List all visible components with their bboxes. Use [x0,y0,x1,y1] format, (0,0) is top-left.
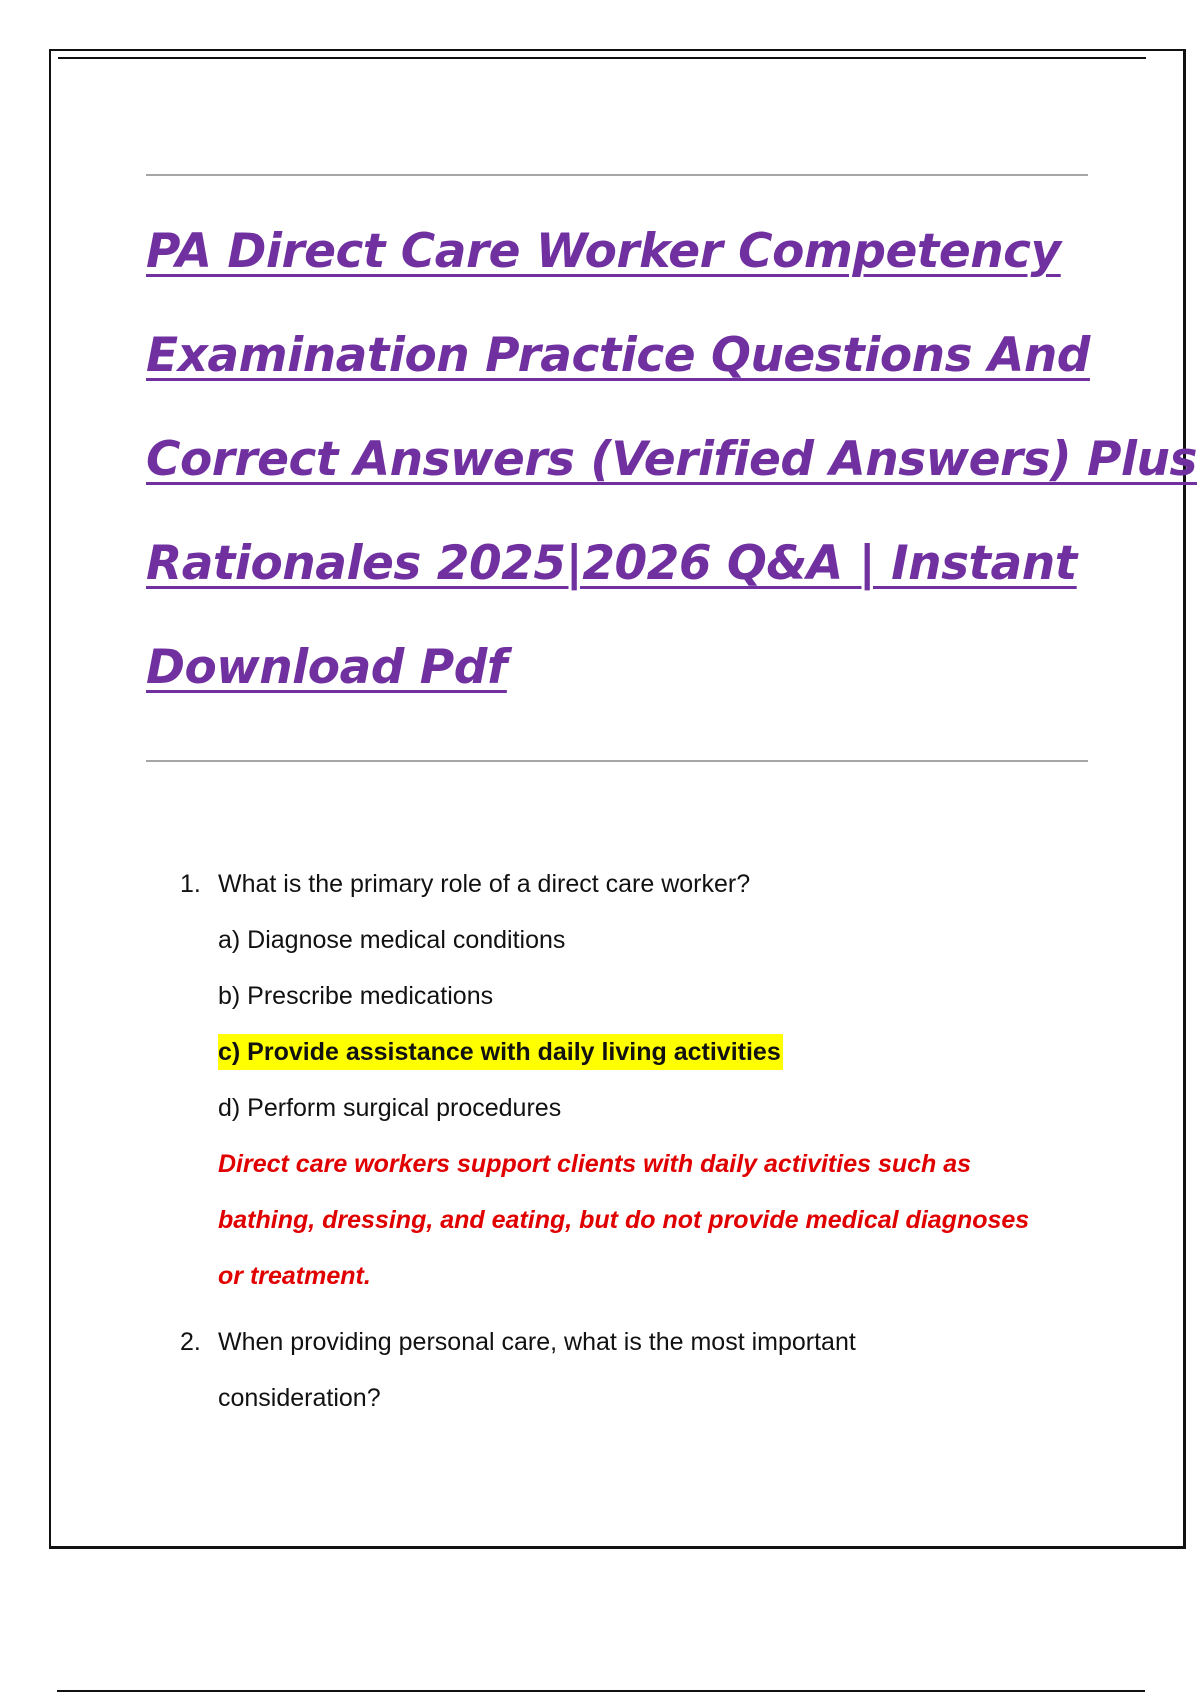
title-line: Correct Answers (Verified Answers) Plus [146,432,1197,487]
question-1 [180,856,1100,912]
title-top-rule [146,174,1088,176]
frame-top-rule [58,57,1146,59]
question-text: What is the primary role of a direct care worker? [218,870,751,898]
option-d [180,1080,1100,1136]
rationale-text: or treatment. [218,1262,371,1290]
option-c-correct [180,1024,1100,1080]
question-text: consideration? [218,1384,381,1412]
option-text: b) Prescribe medications [218,982,494,1010]
document-title [146,200,1197,720]
rationale-text: Direct care workers support clients with daily activities such as [218,1150,972,1178]
rationale-line [180,1136,1100,1192]
title-line: PA Direct Care Worker Competency [146,224,1061,279]
correct-answer-highlight: c) Provide assistance with daily living activities [218,1034,783,1070]
next-page-rule [57,1690,1145,1692]
title-line: Download Pdf [146,640,507,695]
option-text: d) Perform surgical procedures [218,1094,562,1122]
option-a [180,912,1100,968]
question-2-continued [180,1370,1100,1426]
rationale-line [180,1248,1100,1304]
question-number: 2. [180,1328,201,1356]
rationale-line [180,1192,1100,1248]
option-text: a) Diagnose medical conditions [218,926,566,954]
question-list [180,856,1100,1426]
rationale-text: bathing, dressing, and eating, but do not provide medical diagnoses [218,1206,1030,1234]
title-line: Examination Practice Questions And [146,328,1090,383]
title-bottom-rule [146,760,1088,762]
question-number: 1. [180,870,201,898]
question-2 [180,1314,1100,1370]
option-b [180,968,1100,1024]
question-text: When providing personal care, what is the most important [218,1328,856,1356]
title-line: Rationales 2025|2026 Q&A | Instant [146,536,1077,591]
